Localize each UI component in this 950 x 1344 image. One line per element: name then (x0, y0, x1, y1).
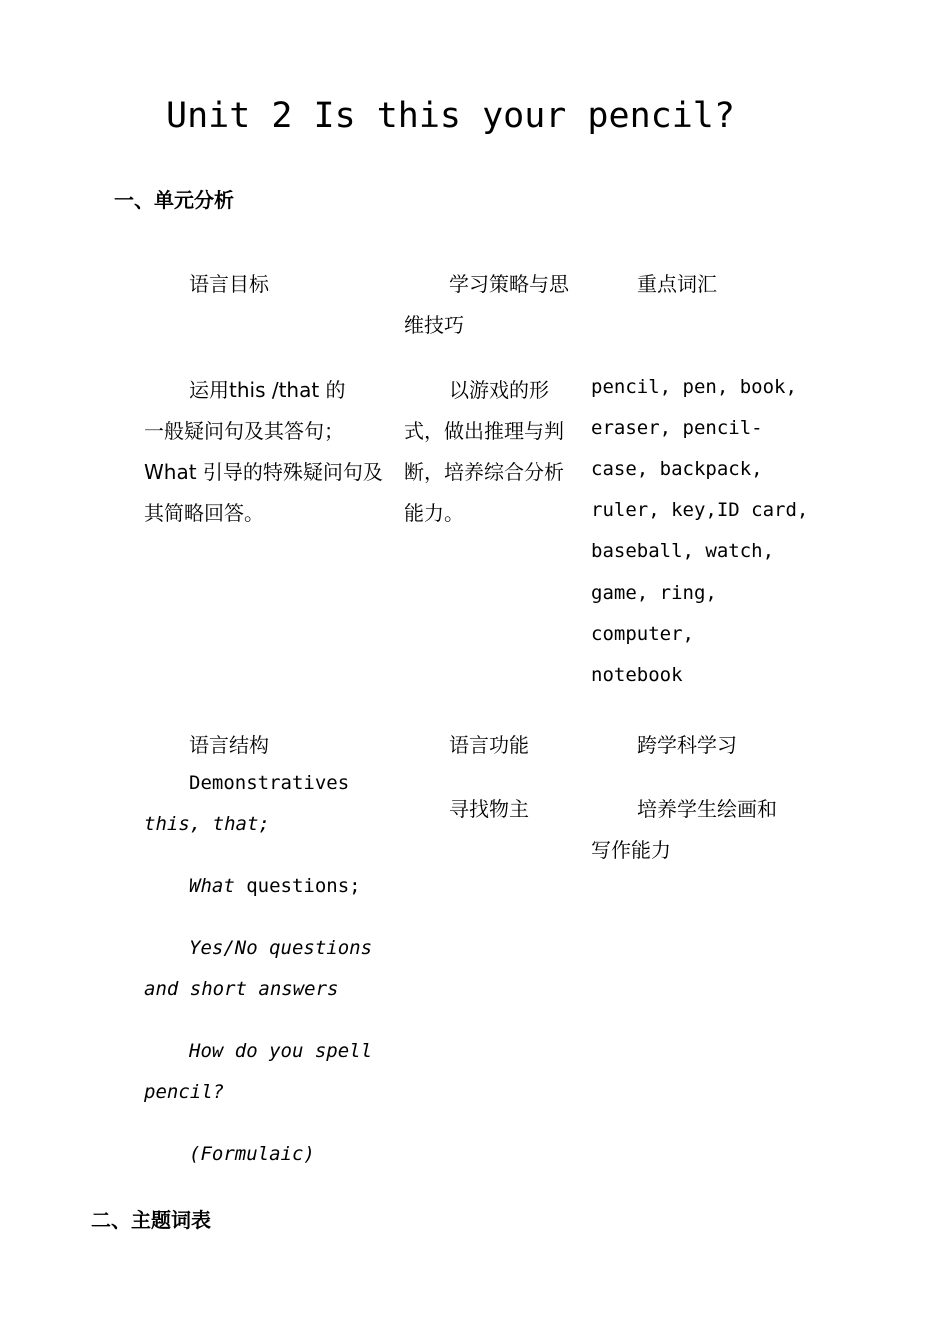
section-heading-theme-vocabulary: 二、主题词表 (91, 1208, 211, 1232)
structure-what-questions (189, 875, 361, 897)
header-language-structure: 语言结构 (189, 733, 269, 757)
strategy-line-2: 式，做出推理与判 (404, 419, 564, 443)
vocab-line-3: case, backpack, (591, 458, 763, 480)
goals-line-1: 运用this /that 的 (189, 378, 346, 402)
structure-yesno-line1: Yes/No questions (189, 937, 373, 959)
goals-line-3: What 引导的特殊疑问句及 (144, 460, 383, 484)
vocab-line-4: ruler, key,ID card, (591, 499, 809, 521)
vocab-line-5: baseball, watch, (591, 540, 775, 562)
vocab-line-6: game, ring, (591, 582, 717, 604)
structure-yesno-line2: and short answers (144, 978, 339, 1000)
structure-formulaic: (Formulaic) (189, 1143, 315, 1165)
function-find-owner: 寻找物主 (449, 797, 529, 821)
structure-questions-word: questions; (234, 875, 361, 897)
header-language-function: 语言功能 (449, 733, 529, 757)
strategy-line-4: 能力。 (404, 501, 464, 525)
goals-line-2: 一般疑问句及其答句； (144, 419, 344, 443)
vocab-line-7: computer, (591, 623, 694, 645)
header-key-vocabulary: 重点词汇 (637, 272, 717, 296)
header-cross-curricular: 跨学科学习 (637, 733, 737, 757)
structure-this-that: this, that; (144, 813, 270, 835)
vocab-line-1: pencil, pen, book, (591, 376, 797, 398)
crosscurricular-line-2: 写作能力 (591, 838, 671, 862)
strategy-line-1: 以游戏的形 (449, 378, 549, 402)
goals-line-4: 其简略回答。 (144, 501, 264, 525)
header-learning-strategies-line2: 维技巧 (404, 313, 464, 337)
strategy-line-3: 断，培养综合分析 (404, 460, 564, 484)
crosscurricular-line-1: 培养学生绘画和 (637, 797, 777, 821)
structure-what-word: What (189, 875, 235, 897)
header-language-goals: 语言目标 (189, 272, 269, 296)
section-heading-unit-analysis: 一、单元分析 (114, 188, 234, 212)
page-title: Unit 2 Is this your pencil? (166, 96, 735, 136)
structure-demonstratives: Demonstratives (189, 772, 350, 794)
vocab-line-8: notebook (591, 664, 683, 686)
header-learning-strategies-line1: 学习策略与思 (449, 272, 569, 296)
vocab-line-2: eraser, pencil- (591, 417, 763, 439)
structure-how-line2: pencil? (144, 1081, 225, 1103)
structure-how-line1: How do you spell (189, 1040, 373, 1062)
